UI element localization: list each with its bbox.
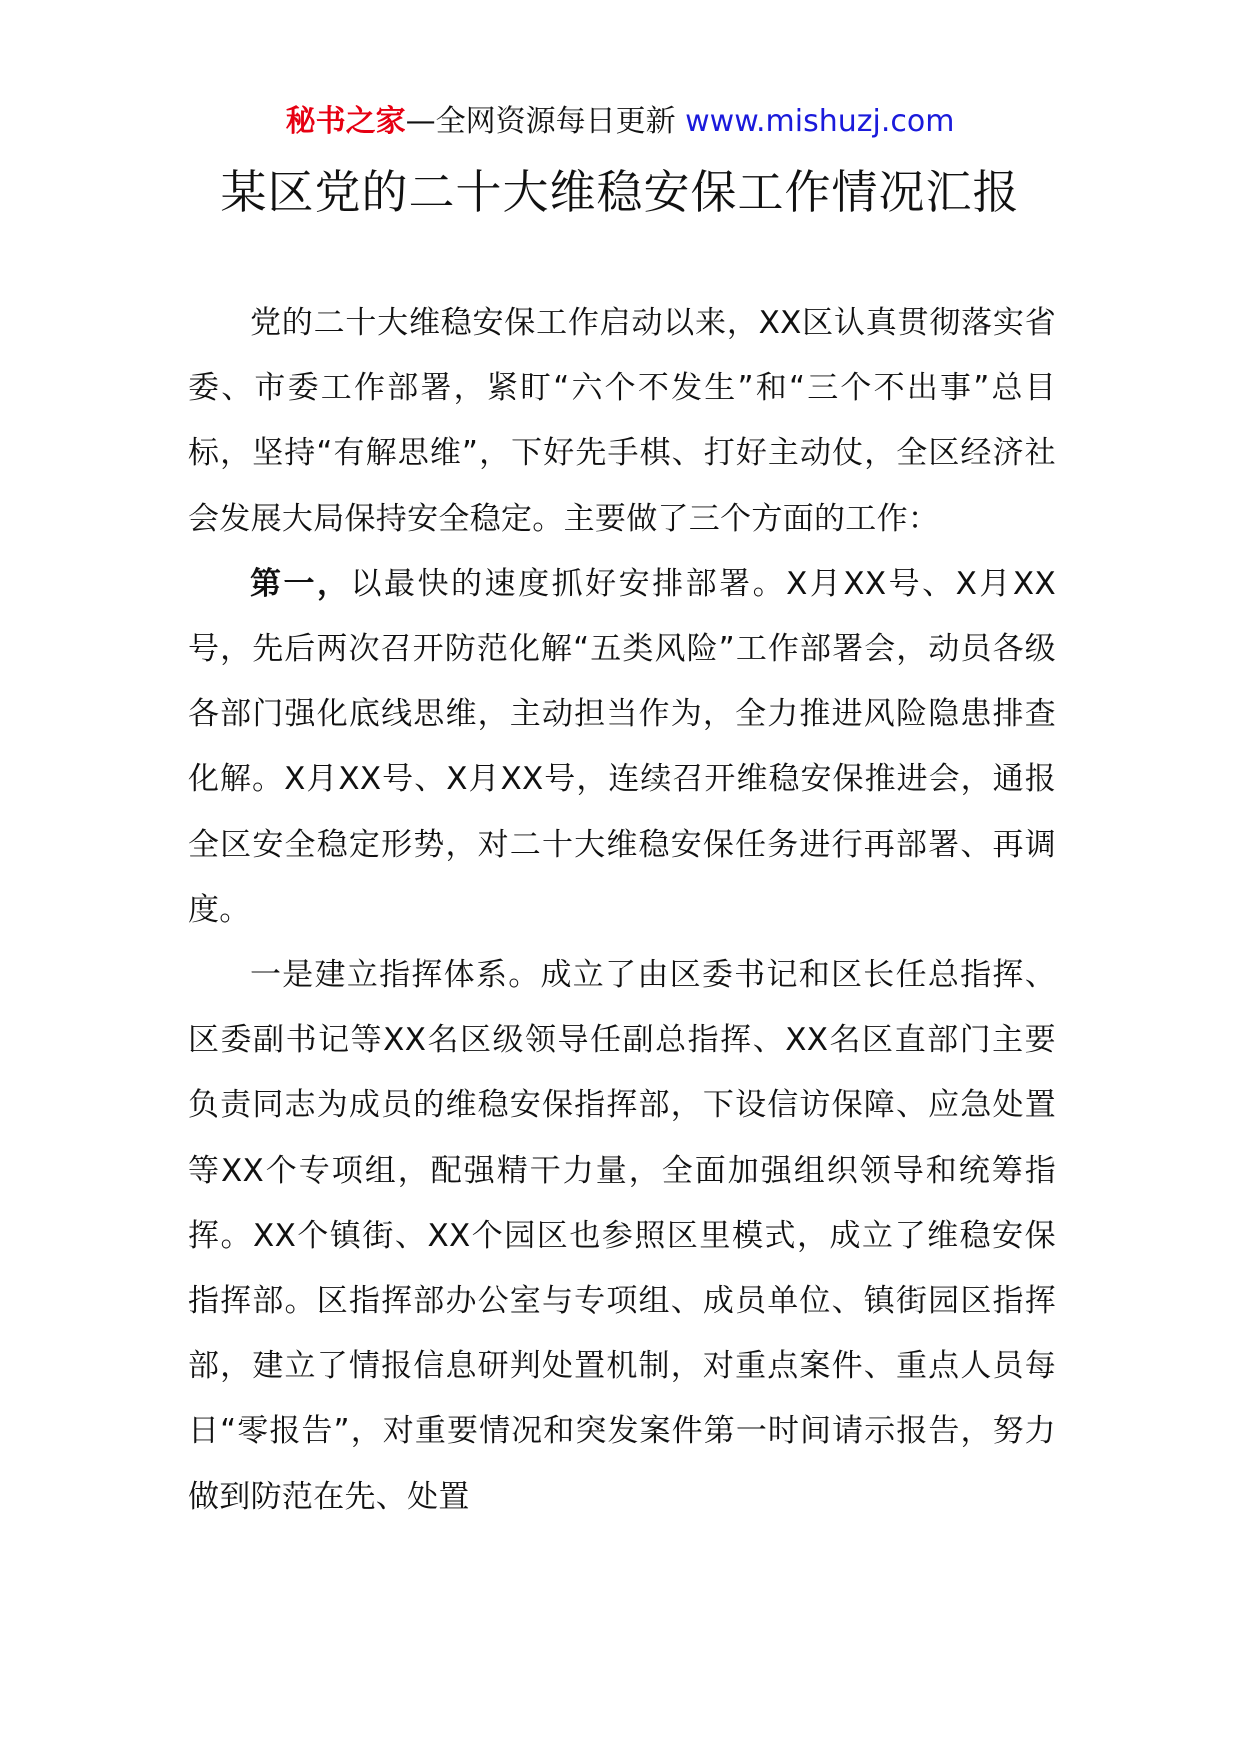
site-url-link[interactable]: www.mishuzj.com xyxy=(685,104,955,139)
paragraph-text: 一是建立指挥体系。成立了由区委书记和区长任总指挥、区委副书记等XX名区级领导任副总指挥、XX名区直部门主要负责同志为成员的维稳安保指挥部，下设信访保障、应急处置等XX个专项组，配强精干力量，全面加强组织领导和统筹指挥。XX个镇街、XX个园区也参照区里模式，成立了维稳安保指挥部。区指挥部办公室与专项组、成员单位、镇街园区指挥部，建立了情报信息研判处置机制，对重点案件、重点人员每日“零报告”，对重要情况和突发案件第一时间请示报告，努力做到防范在先、处置 xyxy=(188,957,1056,1515)
paragraph-command-system xyxy=(188,943,1056,1530)
paragraph-first xyxy=(188,552,1056,943)
paragraph-intro xyxy=(188,291,1056,552)
paragraph-lead: 第一， xyxy=(250,565,351,602)
header-tagline: —全网资源每日更新 xyxy=(405,104,686,139)
brand-name: 秘书之家 xyxy=(285,104,406,139)
site-header xyxy=(0,102,1240,142)
paragraph-text: 党的二十大维稳安保工作启动以来，XX区认真贯彻落实省委、市委工作部署，紧盯“六个不发生”和“三个不出事”总目标，坚持“有解思维”，下好先手棋、打好主动仗，全区经济社会发展大局保持安全稳定。主要做了三个方面的工作： xyxy=(188,305,1056,537)
paragraph-text: 以最快的速度抓好安排部署。X月XX号、X月XX号，先后两次召开防范化解“五类风险”工作部署会，动员各级各部门强化底线思维，主动担当作为，全力推进风险隐患排查化解。X月XX号、X月XX号，连续召开维稳安保推进会，通报全区安全稳定形势，对二十大维稳安保任务进行再部署、再调度。 xyxy=(188,565,1056,928)
document-body xyxy=(188,291,1056,1530)
document-title: 某区党的二十大维稳安保工作情况汇报 xyxy=(220,165,1020,219)
